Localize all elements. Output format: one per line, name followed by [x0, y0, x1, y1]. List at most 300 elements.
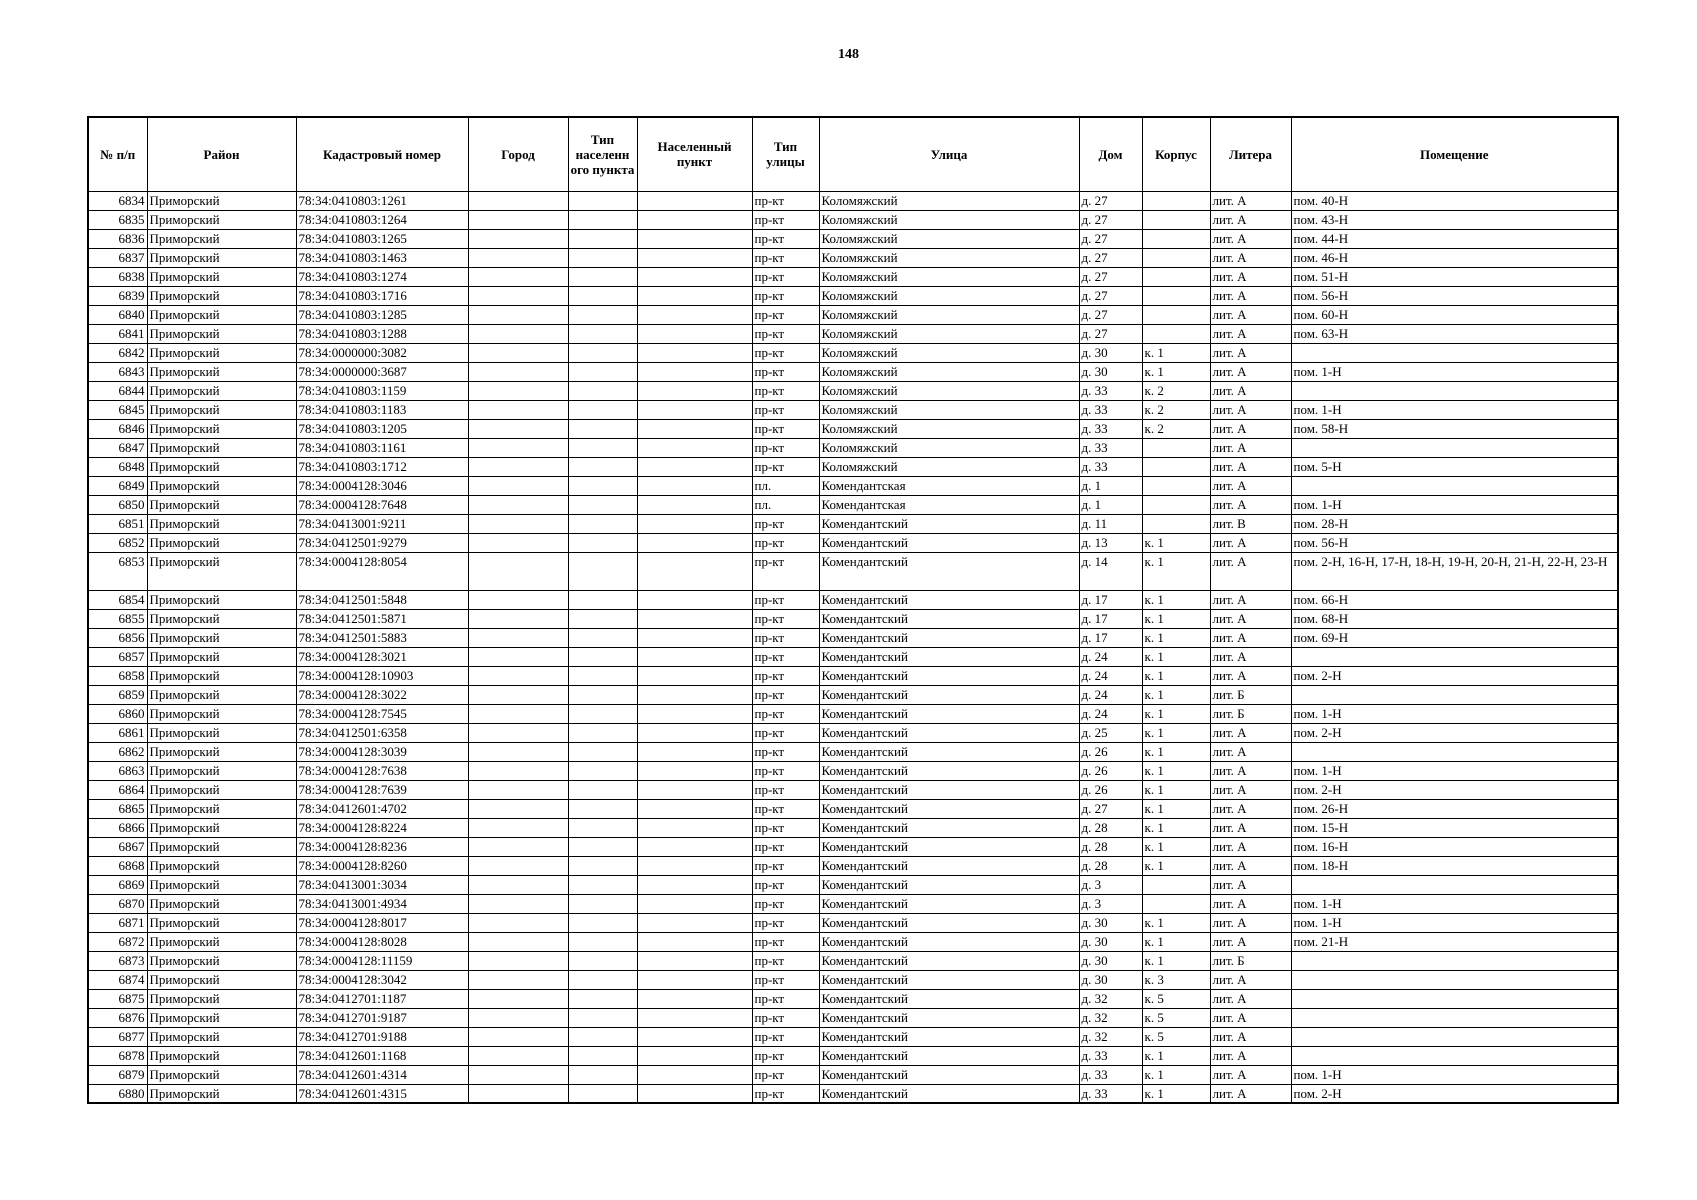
cell-settlement-type	[568, 704, 637, 723]
cell-street-type: пр-кт	[752, 647, 819, 666]
cell-street: Коломяжский	[819, 400, 1079, 419]
cell-street: Комендантский	[819, 1084, 1079, 1103]
cell-district: Приморский	[147, 305, 296, 324]
cell-room: пом. 2-Н	[1291, 780, 1618, 799]
cell-city	[468, 438, 568, 457]
cell-street-type: пр-кт	[752, 609, 819, 628]
cell-settlement-type	[568, 913, 637, 932]
cell-city	[468, 1008, 568, 1027]
cell-street: Комендантский	[819, 590, 1079, 609]
cell-city	[468, 590, 568, 609]
cell-district: Приморский	[147, 647, 296, 666]
cell-street: Коломяжский	[819, 362, 1079, 381]
cell-district: Приморский	[147, 267, 296, 286]
table-row	[88, 837, 1618, 856]
table-row	[88, 457, 1618, 476]
cell-letter: лит. А	[1210, 780, 1291, 799]
cell-cadastral: 78:34:0412501:6358	[296, 723, 468, 742]
cell-room: пом. 1-Н	[1291, 1065, 1618, 1084]
cell-cadastral: 78:34:0410803:1463	[296, 248, 468, 267]
table-row	[88, 780, 1618, 799]
cell-district: Приморский	[147, 419, 296, 438]
cell-building: к. 5	[1142, 989, 1210, 1008]
cell-street: Коломяжский	[819, 286, 1079, 305]
cell-settlement-type	[568, 894, 637, 913]
cell-num: 6876	[88, 1008, 147, 1027]
cell-num: 6863	[88, 761, 147, 780]
cell-street-type: пр-кт	[752, 894, 819, 913]
cell-street: Комендантский	[819, 894, 1079, 913]
cell-street-type: пр-кт	[752, 191, 819, 210]
cell-letter: лит. А	[1210, 761, 1291, 780]
cell-settlement	[637, 704, 752, 723]
cell-num: 6870	[88, 894, 147, 913]
column-header-street-type: Тип улицы	[752, 117, 819, 191]
cell-settlement-type	[568, 951, 637, 970]
table-header	[88, 117, 1618, 191]
cell-house: д. 26	[1079, 761, 1142, 780]
cell-house: д. 28	[1079, 856, 1142, 875]
cell-street-type: пр-кт	[752, 229, 819, 248]
cell-num: 6875	[88, 989, 147, 1008]
cell-settlement	[637, 229, 752, 248]
cell-letter: лит. А	[1210, 191, 1291, 210]
table-row	[88, 438, 1618, 457]
cell-num: 6866	[88, 818, 147, 837]
cell-building: к. 2	[1142, 381, 1210, 400]
cell-settlement-type	[568, 400, 637, 419]
cell-settlement-type	[568, 799, 637, 818]
cell-settlement	[637, 267, 752, 286]
cell-house: д. 28	[1079, 818, 1142, 837]
cell-num: 6855	[88, 609, 147, 628]
cell-cadastral: 78:34:0412701:9188	[296, 1027, 468, 1046]
cell-city	[468, 267, 568, 286]
cell-room	[1291, 381, 1618, 400]
column-header-settlement: Населенный пункт	[637, 117, 752, 191]
cell-settlement-type	[568, 970, 637, 989]
cell-cadastral: 78:34:0413001:4934	[296, 894, 468, 913]
cell-letter: лит. А	[1210, 970, 1291, 989]
cell-room: пом. 60-Н	[1291, 305, 1618, 324]
cell-city	[468, 875, 568, 894]
cell-building: к. 1	[1142, 552, 1210, 590]
cell-district: Приморский	[147, 894, 296, 913]
cell-city	[468, 1084, 568, 1103]
cell-settlement-type	[568, 666, 637, 685]
cell-street: Комендантский	[819, 875, 1079, 894]
cell-district: Приморский	[147, 799, 296, 818]
cell-settlement-type	[568, 533, 637, 552]
column-header-building: Корпус	[1142, 117, 1210, 191]
cell-building	[1142, 305, 1210, 324]
cell-street-type: пр-кт	[752, 951, 819, 970]
cell-house: д. 11	[1079, 514, 1142, 533]
cell-cadastral: 78:34:0410803:1205	[296, 419, 468, 438]
cell-letter: лит. А	[1210, 419, 1291, 438]
table-row	[88, 324, 1618, 343]
cell-cadastral: 78:34:0412601:4314	[296, 1065, 468, 1084]
table-row	[88, 590, 1618, 609]
cell-street-type: пр-кт	[752, 970, 819, 989]
cell-street-type: пр-кт	[752, 267, 819, 286]
cell-num: 6845	[88, 400, 147, 419]
cell-letter: лит. А	[1210, 210, 1291, 229]
cell-street-type: пр-кт	[752, 1084, 819, 1103]
cell-settlement-type	[568, 856, 637, 875]
cell-street: Коломяжский	[819, 343, 1079, 362]
cell-city	[468, 742, 568, 761]
property-register-table	[87, 116, 1619, 1104]
cell-settlement	[637, 438, 752, 457]
cell-street: Комендантский	[819, 989, 1079, 1008]
cell-settlement-type	[568, 286, 637, 305]
cell-city	[468, 552, 568, 590]
cell-building: к. 3	[1142, 970, 1210, 989]
cell-street: Комендантский	[819, 780, 1079, 799]
cell-building: к. 1	[1142, 533, 1210, 552]
cell-city	[468, 533, 568, 552]
cell-building: к. 5	[1142, 1008, 1210, 1027]
cell-letter: лит. А	[1210, 723, 1291, 742]
cell-street: Комендантский	[819, 723, 1079, 742]
cell-settlement-type	[568, 229, 637, 248]
cell-room	[1291, 1008, 1618, 1027]
cell-street: Комендантская	[819, 476, 1079, 495]
cell-street: Комендантский	[819, 856, 1079, 875]
cell-district: Приморский	[147, 438, 296, 457]
cell-room: пом. 1-Н	[1291, 400, 1618, 419]
cell-district: Приморский	[147, 1046, 296, 1065]
cell-city	[468, 381, 568, 400]
cell-num: 6851	[88, 514, 147, 533]
cell-district: Приморский	[147, 780, 296, 799]
cell-street-type: пр-кт	[752, 799, 819, 818]
table-row	[88, 305, 1618, 324]
cell-num: 6836	[88, 229, 147, 248]
cell-city	[468, 837, 568, 856]
cell-cadastral: 78:34:0000000:3082	[296, 343, 468, 362]
cell-street: Комендантский	[819, 647, 1079, 666]
cell-settlement-type	[568, 780, 637, 799]
cell-house: д. 3	[1079, 894, 1142, 913]
cell-street-type: пр-кт	[752, 780, 819, 799]
cell-room: пом. 44-Н	[1291, 229, 1618, 248]
cell-cadastral: 78:34:0413001:3034	[296, 875, 468, 894]
cell-cadastral: 78:34:0000000:3687	[296, 362, 468, 381]
cell-building: к. 1	[1142, 628, 1210, 647]
cell-street: Коломяжский	[819, 419, 1079, 438]
cell-building: к. 1	[1142, 799, 1210, 818]
cell-settlement-type	[568, 305, 637, 324]
cell-letter: лит. А	[1210, 400, 1291, 419]
cell-cadastral: 78:34:0004128:8260	[296, 856, 468, 875]
table-row	[88, 362, 1618, 381]
cell-street: Комендантский	[819, 609, 1079, 628]
table-row	[88, 400, 1618, 419]
cell-cadastral: 78:34:0004128:8236	[296, 837, 468, 856]
table-row	[88, 875, 1618, 894]
cell-room: пом. 1-Н	[1291, 362, 1618, 381]
cell-district: Приморский	[147, 495, 296, 514]
cell-settlement-type	[568, 818, 637, 837]
cell-letter: лит. А	[1210, 1008, 1291, 1027]
cell-room	[1291, 1027, 1618, 1046]
cell-room: пом. 56-Н	[1291, 286, 1618, 305]
table-row	[88, 970, 1618, 989]
cell-num: 6865	[88, 799, 147, 818]
table-row	[88, 704, 1618, 723]
cell-street: Комендантский	[819, 1046, 1079, 1065]
cell-cadastral: 78:34:0004128:7545	[296, 704, 468, 723]
cell-street-type: пр-кт	[752, 989, 819, 1008]
cell-city	[468, 685, 568, 704]
cell-letter: лит. А	[1210, 799, 1291, 818]
cell-num: 6854	[88, 590, 147, 609]
cell-num: 6878	[88, 1046, 147, 1065]
cell-city	[468, 647, 568, 666]
cell-district: Приморский	[147, 704, 296, 723]
cell-num: 6843	[88, 362, 147, 381]
cell-street-type: пр-кт	[752, 552, 819, 590]
cell-street: Коломяжский	[819, 324, 1079, 343]
cell-street-type: пр-кт	[752, 723, 819, 742]
cell-street-type: пр-кт	[752, 248, 819, 267]
cell-street: Комендантский	[819, 761, 1079, 780]
column-header-settlement-type: Тип населенн ого пункта	[568, 117, 637, 191]
cell-num: 6835	[88, 210, 147, 229]
cell-house: д. 25	[1079, 723, 1142, 742]
cell-settlement-type	[568, 761, 637, 780]
cell-cadastral: 78:34:0004128:8028	[296, 932, 468, 951]
cell-settlement	[637, 723, 752, 742]
cell-district: Приморский	[147, 989, 296, 1008]
table-row	[88, 799, 1618, 818]
cell-room: пом. 69-Н	[1291, 628, 1618, 647]
cell-letter: лит. А	[1210, 590, 1291, 609]
cell-street-type: пр-кт	[752, 837, 819, 856]
cell-letter: лит. В	[1210, 514, 1291, 533]
cell-street: Комендантский	[819, 685, 1079, 704]
cell-settlement	[637, 628, 752, 647]
table-row	[88, 1065, 1618, 1084]
cell-building: к. 1	[1142, 780, 1210, 799]
cell-street: Комендантский	[819, 818, 1079, 837]
cell-settlement-type	[568, 1065, 637, 1084]
cell-building	[1142, 476, 1210, 495]
cell-settlement	[637, 742, 752, 761]
cell-num: 6868	[88, 856, 147, 875]
cell-street-type: пр-кт	[752, 666, 819, 685]
cell-letter: лит. А	[1210, 742, 1291, 761]
cell-room	[1291, 989, 1618, 1008]
table-row	[88, 191, 1618, 210]
cell-letter: лит. А	[1210, 628, 1291, 647]
cell-settlement	[637, 343, 752, 362]
cell-district: Приморский	[147, 685, 296, 704]
cell-house: д. 27	[1079, 229, 1142, 248]
cell-street-type: пр-кт	[752, 590, 819, 609]
cell-cadastral: 78:34:0412501:9279	[296, 533, 468, 552]
cell-house: д. 30	[1079, 913, 1142, 932]
cell-city	[468, 248, 568, 267]
cell-street: Комендантский	[819, 742, 1079, 761]
cell-street: Комендантский	[819, 628, 1079, 647]
cell-city	[468, 609, 568, 628]
cell-num: 6859	[88, 685, 147, 704]
cell-building: к. 1	[1142, 1046, 1210, 1065]
cell-cadastral: 78:34:0004128:3022	[296, 685, 468, 704]
cell-house: д. 33	[1079, 1084, 1142, 1103]
cell-num: 6838	[88, 267, 147, 286]
cell-cadastral: 78:34:0412701:1187	[296, 989, 468, 1008]
cell-street-type: пр-кт	[752, 1008, 819, 1027]
cell-room: пом. 1-Н	[1291, 495, 1618, 514]
table-row	[88, 932, 1618, 951]
cell-settlement	[637, 1046, 752, 1065]
cell-house: д. 24	[1079, 666, 1142, 685]
cell-cadastral: 78:34:0410803:1265	[296, 229, 468, 248]
cell-room: пом. 56-Н	[1291, 533, 1618, 552]
cell-letter: лит. А	[1210, 476, 1291, 495]
cell-street: Коломяжский	[819, 457, 1079, 476]
cell-building: к. 1	[1142, 913, 1210, 932]
cell-letter: лит. А	[1210, 1046, 1291, 1065]
cell-house: д. 26	[1079, 780, 1142, 799]
cell-building: к. 1	[1142, 1065, 1210, 1084]
cell-cadastral: 78:34:0004128:3039	[296, 742, 468, 761]
cell-street: Комендантский	[819, 666, 1079, 685]
cell-building: к. 1	[1142, 666, 1210, 685]
cell-settlement	[637, 514, 752, 533]
cell-district: Приморский	[147, 362, 296, 381]
cell-settlement-type	[568, 552, 637, 590]
cell-city	[468, 666, 568, 685]
cell-letter: лит. А	[1210, 932, 1291, 951]
cell-district: Приморский	[147, 248, 296, 267]
cell-letter: лит. А	[1210, 913, 1291, 932]
cell-city	[468, 989, 568, 1008]
cell-building	[1142, 894, 1210, 913]
cell-street-type: пр-кт	[752, 343, 819, 362]
cell-num: 6834	[88, 191, 147, 210]
cell-street-type: пр-кт	[752, 704, 819, 723]
table-row	[88, 856, 1618, 875]
table-row	[88, 628, 1618, 647]
cell-street-type: пр-кт	[752, 286, 819, 305]
cell-street-type: пр-кт	[752, 514, 819, 533]
cell-letter: лит. А	[1210, 267, 1291, 286]
table-row	[88, 609, 1618, 628]
cell-district: Приморский	[147, 1008, 296, 1027]
table-row	[88, 381, 1618, 400]
cell-house: д. 28	[1079, 837, 1142, 856]
cell-room: пом. 2-Н	[1291, 723, 1618, 742]
cell-settlement	[637, 685, 752, 704]
cell-room: пом. 1-Н	[1291, 913, 1618, 932]
cell-district: Приморский	[147, 666, 296, 685]
cell-room: пом. 26-Н	[1291, 799, 1618, 818]
cell-building: к. 5	[1142, 1027, 1210, 1046]
cell-house: д. 27	[1079, 324, 1142, 343]
cell-building	[1142, 438, 1210, 457]
cell-house: д. 33	[1079, 381, 1142, 400]
cell-letter: лит. А	[1210, 324, 1291, 343]
cell-cadastral: 78:34:0004128:11159	[296, 951, 468, 970]
cell-street: Коломяжский	[819, 248, 1079, 267]
cell-settlement-type	[568, 324, 637, 343]
cell-cadastral: 78:34:0410803:1159	[296, 381, 468, 400]
cell-room: пом. 1-Н	[1291, 704, 1618, 723]
cell-letter: лит. А	[1210, 343, 1291, 362]
cell-building	[1142, 875, 1210, 894]
cell-house: д. 17	[1079, 628, 1142, 647]
cell-city	[468, 932, 568, 951]
cell-district: Приморский	[147, 875, 296, 894]
cell-room	[1291, 1046, 1618, 1065]
cell-num: 6847	[88, 438, 147, 457]
cell-city	[468, 856, 568, 875]
cell-settlement	[637, 476, 752, 495]
cell-cadastral: 78:34:0410803:1288	[296, 324, 468, 343]
cell-cadastral: 78:34:0004128:7638	[296, 761, 468, 780]
cell-num: 6860	[88, 704, 147, 723]
table-row	[88, 229, 1618, 248]
cell-house: д. 1	[1079, 495, 1142, 514]
cell-num: 6858	[88, 666, 147, 685]
cell-house: д. 27	[1079, 248, 1142, 267]
cell-building: к. 1	[1142, 742, 1210, 761]
cell-cadastral: 78:34:0410803:1716	[296, 286, 468, 305]
cell-district: Приморский	[147, 742, 296, 761]
cell-house: д. 24	[1079, 647, 1142, 666]
cell-num: 6837	[88, 248, 147, 267]
cell-house: д. 17	[1079, 590, 1142, 609]
table-row	[88, 343, 1618, 362]
cell-street: Коломяжский	[819, 438, 1079, 457]
cell-street-type: пр-кт	[752, 932, 819, 951]
table-row	[88, 666, 1618, 685]
cell-city	[468, 324, 568, 343]
cell-settlement-type	[568, 438, 637, 457]
cell-building: к. 1	[1142, 856, 1210, 875]
table-row	[88, 476, 1618, 495]
cell-building	[1142, 514, 1210, 533]
table-row	[88, 913, 1618, 932]
cell-settlement-type	[568, 381, 637, 400]
cell-num: 6849	[88, 476, 147, 495]
cell-settlement	[637, 951, 752, 970]
cell-street-type: пр-кт	[752, 913, 819, 932]
column-header-street: Улица	[819, 117, 1079, 191]
cell-settlement	[637, 913, 752, 932]
cell-house: д. 30	[1079, 343, 1142, 362]
cell-settlement	[637, 305, 752, 324]
table-row	[88, 761, 1618, 780]
table-row	[88, 1046, 1618, 1065]
table-row	[88, 210, 1618, 229]
cell-num: 6862	[88, 742, 147, 761]
cell-house: д. 33	[1079, 400, 1142, 419]
cell-district: Приморский	[147, 837, 296, 856]
cell-settlement-type	[568, 609, 637, 628]
cell-street-type: пр-кт	[752, 1027, 819, 1046]
cell-room: пом. 16-Н	[1291, 837, 1618, 856]
cell-building: к. 1	[1142, 609, 1210, 628]
cell-num: 6856	[88, 628, 147, 647]
cell-city	[468, 476, 568, 495]
column-header-city: Город	[468, 117, 568, 191]
